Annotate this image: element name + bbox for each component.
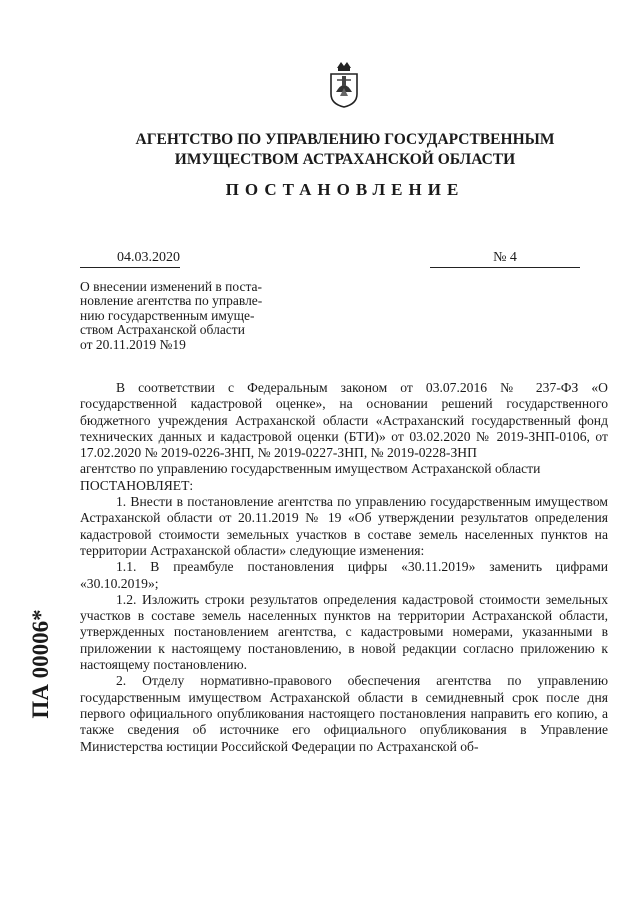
document-title: ПОСТАНОВЛЕНИЕ (225, 180, 465, 199)
agency-line: агентство по управлению государственным имуществом Астраханской области (80, 461, 541, 477)
coat-of-arms-emblem (327, 58, 361, 108)
resolves-line: ПОСТАНОВЛЯЕТ: (80, 477, 194, 493)
agency-header-line2: ИМУЩЕСТВОМ АСТРАХАНСКОЙ ОБЛАСТИ (174, 151, 516, 168)
side-stamp-text: ПА 00006* (28, 609, 53, 719)
document-subject: О внесении изменений в поста- новление агентства по управле- нию государственным имуще- ством Астраханской области от 20.11.2019 №19 (80, 279, 263, 352)
clause-1-2: 1.2. Изложить строки результатов определения кадастровой стоимости земельных участков в составе земель населенных пунктов на территории Астраханской области, утвержденных постановлением агентства, с кадастровыми номерами, указанными в приложении к настоящему постановлению, в новой редакции согласно приложению к настоящему постановлению. (80, 591, 608, 673)
agency-header (0, 130, 640, 170)
clause-1: 1. Внести в постановление агентства по управлению государственным имуществом Астраханской области от 20.11.2019 № 19 «Об утверждении результатов определения кадастровой стоимости земельных участков в составе земель населенных пунктов на территории Астраханской области» следующие изменения: (80, 494, 608, 558)
side-registration-stamp (18, 604, 64, 724)
clause-1-1: 1.1. В преамбуле постановления цифры «30.11.2019» заменить цифрами «30.10.2019»; (80, 559, 608, 591)
document-body (80, 380, 608, 755)
document-number: № 4 (430, 250, 580, 268)
preamble-paragraph: В соответствии с Федеральным законом от 03.07.2016 № 237-ФЗ «О государственной кадастровой оценке», на основании решений государственного бюджетного учреждения Астраханской области «Астраханский государственный фонд технических данных и кадастровой оценки (БТИ)» от 03.02.2020 № 2019-ЗНП-0106, от 17.02.2020 № 2019-0226-ЗНП, № 2019-0227-ЗНП, № 2019-0228-ЗНП (80, 380, 608, 461)
agency-header-line1: АГЕНТСТВО ПО УПРАВЛЕНИЮ ГОСУДАРСТВЕННЫМ (135, 131, 555, 148)
document-date: 04.03.2020 (80, 250, 180, 268)
clause-2: 2. Отделу нормативно-правового обеспечения агентства по управлению государственным имуществом Астраханской области в семидневный срок после дня первого официального опубликования настоящего постановления направить его копию, а также сведения об источнике его официального опубликования в Управление Министерства юстиции Российской Федерации по Астраханской об- (80, 673, 608, 754)
